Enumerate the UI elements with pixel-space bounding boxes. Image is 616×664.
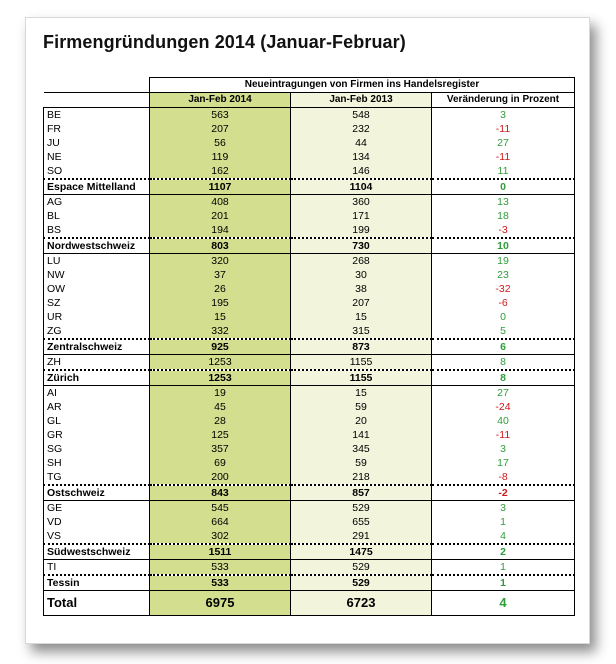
table-row — [44, 296, 575, 310]
page-title: Firmengründungen 2014 (Januar-Februar) — [43, 32, 406, 52]
value-change: 40 — [432, 414, 575, 428]
value-2013: 171 — [291, 209, 432, 223]
value-change: 23 — [432, 268, 575, 282]
row-label: SO — [44, 164, 150, 179]
value-2013: 529 — [291, 575, 432, 591]
table-row — [44, 195, 575, 210]
column-header-2014: Jan-Feb 2014 — [150, 93, 291, 108]
value-2014: 533 — [150, 560, 291, 576]
table-row — [44, 164, 575, 179]
subtotal-row — [44, 575, 575, 591]
header-group-row — [44, 78, 575, 93]
subtotal-row — [44, 179, 575, 195]
value-2013: 15 — [291, 310, 432, 324]
value-change: 5 — [432, 324, 575, 339]
value-change: -3 — [432, 223, 575, 238]
value-2014: 1511 — [150, 544, 291, 560]
value-2013: 15 — [291, 386, 432, 401]
table-row — [44, 268, 575, 282]
table-row — [44, 310, 575, 324]
header-columns-row — [44, 93, 575, 108]
value-2014: 332 — [150, 324, 291, 339]
value-2014: 28 — [150, 414, 291, 428]
row-label: AG — [44, 195, 150, 210]
value-2014: 563 — [150, 108, 291, 123]
row-label: FR — [44, 122, 150, 136]
row-label: Espace Mittelland — [44, 179, 150, 195]
value-change: 0 — [432, 179, 575, 195]
value-change: 17 — [432, 456, 575, 470]
value-2013: 1104 — [291, 179, 432, 195]
subtotal-row — [44, 339, 575, 355]
data-table — [43, 77, 575, 616]
table-row — [44, 254, 575, 269]
table-row — [44, 209, 575, 223]
value-2014: 37 — [150, 268, 291, 282]
value-2014: 1253 — [150, 370, 291, 386]
value-2013: 529 — [291, 560, 432, 576]
data-table-container — [43, 77, 574, 630]
value-change: 2 — [432, 544, 575, 560]
value-change: 8 — [432, 370, 575, 386]
value-2014: 195 — [150, 296, 291, 310]
value-2013: 141 — [291, 428, 432, 442]
value-2014: 19 — [150, 386, 291, 401]
row-label: Nordwestschweiz — [44, 238, 150, 254]
value-2014: 194 — [150, 223, 291, 238]
value-2013: 315 — [291, 324, 432, 339]
row-label: TG — [44, 470, 150, 485]
value-change: 27 — [432, 136, 575, 150]
value-2014: 26 — [150, 282, 291, 296]
value-2013: 548 — [291, 108, 432, 123]
value-2014: 6975 — [150, 591, 291, 616]
row-label: JU — [44, 136, 150, 150]
value-2013: 655 — [291, 515, 432, 529]
row-label: VS — [44, 529, 150, 544]
header-blank — [44, 78, 150, 93]
row-label: Ostschweiz — [44, 485, 150, 501]
subtotal-row — [44, 370, 575, 386]
value-2013: 134 — [291, 150, 432, 164]
row-label: AI — [44, 386, 150, 401]
table-row — [44, 529, 575, 544]
value-2014: 201 — [150, 209, 291, 223]
value-2014: 15 — [150, 310, 291, 324]
value-change: -24 — [432, 400, 575, 414]
value-2013: 44 — [291, 136, 432, 150]
value-change: 4 — [432, 591, 575, 616]
row-label: ZG — [44, 324, 150, 339]
value-2013: 529 — [291, 501, 432, 516]
value-2014: 533 — [150, 575, 291, 591]
table-row — [44, 414, 575, 428]
value-2014: 56 — [150, 136, 291, 150]
value-2013: 218 — [291, 470, 432, 485]
table-row — [44, 355, 575, 371]
value-change: -11 — [432, 150, 575, 164]
value-2014: 302 — [150, 529, 291, 544]
value-change: 4 — [432, 529, 575, 544]
value-2013: 873 — [291, 339, 432, 355]
value-change: -11 — [432, 428, 575, 442]
value-change: 0 — [432, 310, 575, 324]
row-label: NE — [44, 150, 150, 164]
value-2014: 545 — [150, 501, 291, 516]
value-2014: 1253 — [150, 355, 291, 371]
value-2013: 199 — [291, 223, 432, 238]
row-label: SG — [44, 442, 150, 456]
row-label: BL — [44, 209, 150, 223]
value-change: 10 — [432, 238, 575, 254]
value-2014: 803 — [150, 238, 291, 254]
value-change: 3 — [432, 442, 575, 456]
table-row — [44, 282, 575, 296]
table-row — [44, 122, 575, 136]
row-label: TI — [44, 560, 150, 576]
value-2013: 59 — [291, 456, 432, 470]
value-2014: 119 — [150, 150, 291, 164]
value-2013: 232 — [291, 122, 432, 136]
value-2014: 1107 — [150, 179, 291, 195]
value-change: -6 — [432, 296, 575, 310]
row-label: SZ — [44, 296, 150, 310]
value-2013: 345 — [291, 442, 432, 456]
table-row — [44, 442, 575, 456]
value-change: -8 — [432, 470, 575, 485]
value-2013: 268 — [291, 254, 432, 269]
table-row — [44, 428, 575, 442]
value-change: 3 — [432, 108, 575, 123]
value-2013: 1155 — [291, 355, 432, 371]
value-2014: 69 — [150, 456, 291, 470]
subtotal-row — [44, 544, 575, 560]
row-label: Tessin — [44, 575, 150, 591]
table-row — [44, 108, 575, 123]
value-change: 1 — [432, 560, 575, 576]
table-row — [44, 150, 575, 164]
value-2014: 45 — [150, 400, 291, 414]
table-row — [44, 470, 575, 485]
column-header-2013: Jan-Feb 2013 — [291, 93, 432, 108]
row-label: BS — [44, 223, 150, 238]
value-2014: 925 — [150, 339, 291, 355]
table-row — [44, 324, 575, 339]
value-2013: 857 — [291, 485, 432, 501]
header-group-label: Neueintragungen von Firmen ins Handelsregister — [150, 78, 575, 93]
subtotal-row — [44, 238, 575, 254]
row-label: Zentralschweiz — [44, 339, 150, 355]
table-row — [44, 456, 575, 470]
value-2013: 20 — [291, 414, 432, 428]
row-label: GE — [44, 501, 150, 516]
value-2013: 291 — [291, 529, 432, 544]
value-2014: 357 — [150, 442, 291, 456]
subtotal-row — [44, 485, 575, 501]
value-2014: 664 — [150, 515, 291, 529]
row-label: LU — [44, 254, 150, 269]
row-label: SH — [44, 456, 150, 470]
row-label: Total — [44, 591, 150, 616]
total-row — [44, 591, 575, 616]
value-2014: 200 — [150, 470, 291, 485]
value-change: 19 — [432, 254, 575, 269]
value-2014: 408 — [150, 195, 291, 210]
row-label: NW — [44, 268, 150, 282]
value-2013: 146 — [291, 164, 432, 179]
value-change: 11 — [432, 164, 575, 179]
row-label: BE — [44, 108, 150, 123]
value-2013: 207 — [291, 296, 432, 310]
value-change: 6 — [432, 339, 575, 355]
value-2013: 59 — [291, 400, 432, 414]
row-label: AR — [44, 400, 150, 414]
value-2014: 125 — [150, 428, 291, 442]
value-change: -32 — [432, 282, 575, 296]
value-2013: 1155 — [291, 370, 432, 386]
value-change: 8 — [432, 355, 575, 371]
value-change: 3 — [432, 501, 575, 516]
row-label: GL — [44, 414, 150, 428]
value-change: 1 — [432, 515, 575, 529]
table-row — [44, 501, 575, 516]
value-2013: 38 — [291, 282, 432, 296]
value-2014: 843 — [150, 485, 291, 501]
row-label: GR — [44, 428, 150, 442]
value-change: 1 — [432, 575, 575, 591]
value-2014: 207 — [150, 122, 291, 136]
value-change: 18 — [432, 209, 575, 223]
value-2013: 730 — [291, 238, 432, 254]
header-blank — [44, 93, 150, 108]
table-row — [44, 223, 575, 238]
table-row — [44, 515, 575, 529]
value-change: -11 — [432, 122, 575, 136]
table-row — [44, 386, 575, 401]
table-row — [44, 136, 575, 150]
value-2013: 30 — [291, 268, 432, 282]
table-row — [44, 400, 575, 414]
value-2013: 360 — [291, 195, 432, 210]
value-change: -2 — [432, 485, 575, 501]
value-2014: 162 — [150, 164, 291, 179]
row-label: UR — [44, 310, 150, 324]
value-2014: 320 — [150, 254, 291, 269]
row-label: VD — [44, 515, 150, 529]
row-label: ZH — [44, 355, 150, 371]
value-2013: 1475 — [291, 544, 432, 560]
table-row — [44, 560, 575, 576]
row-label: Zürich — [44, 370, 150, 386]
value-change: 27 — [432, 386, 575, 401]
row-label: OW — [44, 282, 150, 296]
column-header-change: Veränderung in Prozent — [432, 93, 575, 108]
value-2013: 6723 — [291, 591, 432, 616]
row-label: Südwestschweiz — [44, 544, 150, 560]
value-change: 13 — [432, 195, 575, 210]
